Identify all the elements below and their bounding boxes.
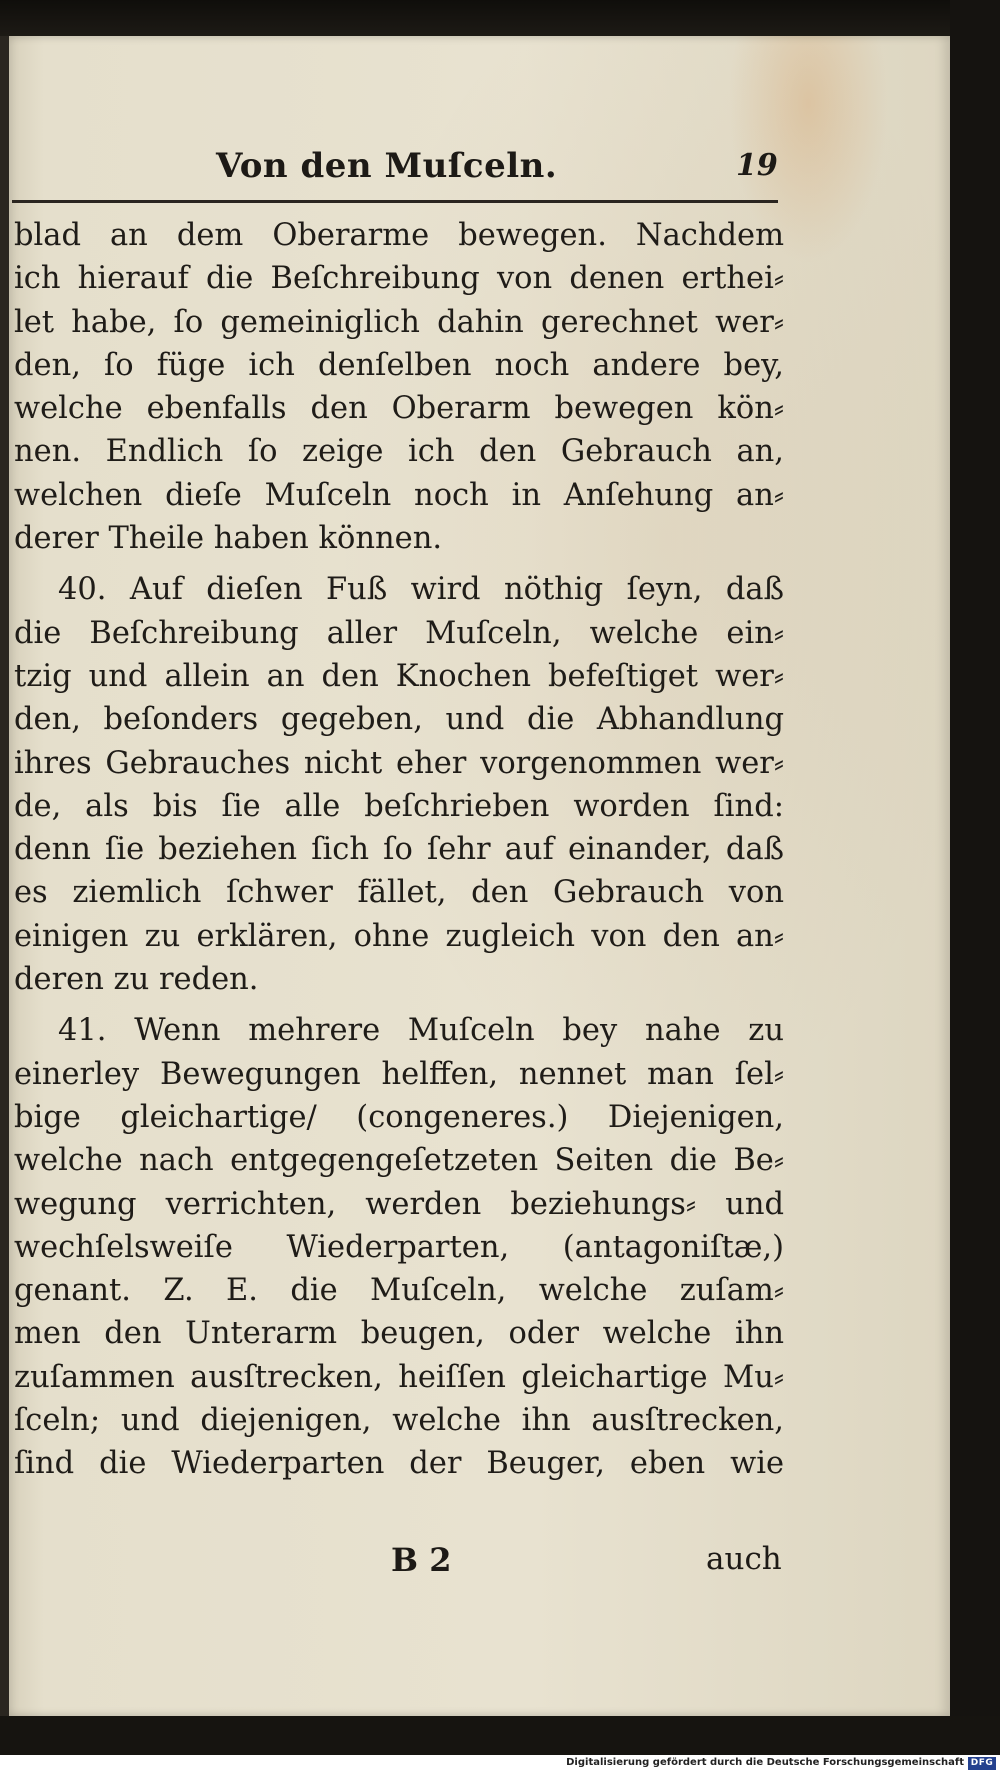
scan-border-top xyxy=(0,0,1000,36)
scan-border-bottom xyxy=(0,1716,1000,1755)
text-line: let habe, ſo gemeiniglich dahin gerechnet wer⸗ xyxy=(14,304,784,340)
text-line: einigen zu erklären, ohne zugleich von den an⸗ xyxy=(14,918,784,954)
signature-mark: B 2 xyxy=(391,1541,452,1579)
footer-credit: Digitalisierung gefördert durch die Deutsche Forschungsgemeinschaft xyxy=(566,1757,964,1768)
running-title: Von den Muſceln. xyxy=(216,146,558,186)
text-line: deren zu reden. xyxy=(14,962,259,998)
body-text xyxy=(14,214,784,1486)
text-line: wechſelsweiſe Wiederparten, (antagoniſtæ,) xyxy=(14,1229,784,1265)
page-number: 19 xyxy=(736,148,778,183)
text-line: genant. Z. E. die Muſceln, welche zuſam⸗ xyxy=(14,1273,784,1309)
text-line: es ziemlich ſchwer fället, den Gebrauch von xyxy=(14,875,784,911)
scan-border-right xyxy=(950,0,1000,1755)
text-line: men den Unterarm beugen, oder welche ihn xyxy=(14,1316,784,1352)
text-line: 40. Auf dieſen Fuß wird nöthig ſeyn, daß xyxy=(58,572,784,608)
text-line: tzig und allein an den Knochen befeſtiget wer⸗ xyxy=(14,658,784,694)
header-rule xyxy=(12,200,778,203)
text-line: welchen dieſe Muſceln noch in Anſehung an⸗ xyxy=(14,477,784,513)
dfg-logo-icon: DFG xyxy=(968,1757,996,1770)
text-line: ſind die Wiederparten der Beuger, eben wie xyxy=(14,1446,784,1482)
text-line: den, beſonders gegeben, und die Abhandlung xyxy=(14,702,784,738)
text-line: derer Theile haben können. xyxy=(14,521,443,557)
book-page xyxy=(6,36,950,1716)
text-line: denn ſie beziehen ſich ſo ſehr auf einander, daß xyxy=(14,832,784,868)
text-line: zuſammen ausſtrecken, heiſſen gleichartige Mu⸗ xyxy=(14,1359,784,1395)
text-line: nen. Endlich ſo zeige ich den Gebrauch an, xyxy=(14,434,784,470)
catchword: auch xyxy=(706,1541,782,1577)
text-line: einerley Bewegungen helffen, nennet man ſel⸗ xyxy=(14,1056,784,1092)
text-line: 41. Wenn mehrere Muſceln bey nahe zu xyxy=(58,1013,784,1049)
text-line: de, als bis ſie alle beſchrieben worden ſind: xyxy=(14,788,784,824)
page-gutter xyxy=(0,36,9,1716)
text-line: blad an dem Oberarme bewegen. Nachdem xyxy=(14,218,784,253)
text-line: ihres Gebrauches nicht eher vorgenommen wer⸗ xyxy=(14,745,784,781)
text-line: welche ebenfalls den Oberarm bewegen kön⸗ xyxy=(14,391,784,427)
paragraph-gap xyxy=(14,560,784,568)
text-line: welche nach entgegengeſetzeten Seiten die Be⸗ xyxy=(14,1143,784,1179)
text-line: wegung verrichten, werden beziehungs⸗ und xyxy=(14,1186,784,1222)
text-line: ſceln; und diejenigen, welche ihn ausſtrecken, xyxy=(14,1403,784,1439)
text-line: bige gleichartige/ (congeneres.) Diejenigen, xyxy=(14,1099,784,1135)
text-line: die Beſchreibung aller Muſceln, welche ein⸗ xyxy=(14,615,784,651)
paragraph-gap xyxy=(14,1001,784,1009)
text-line: ich hierauf die Beſchreibung von denen erthei⸗ xyxy=(14,261,784,297)
text-line: den, ſo füge ich denſelben noch andere bey, xyxy=(14,347,784,383)
page-header xyxy=(6,146,950,196)
footer-bar xyxy=(0,1755,1000,1773)
